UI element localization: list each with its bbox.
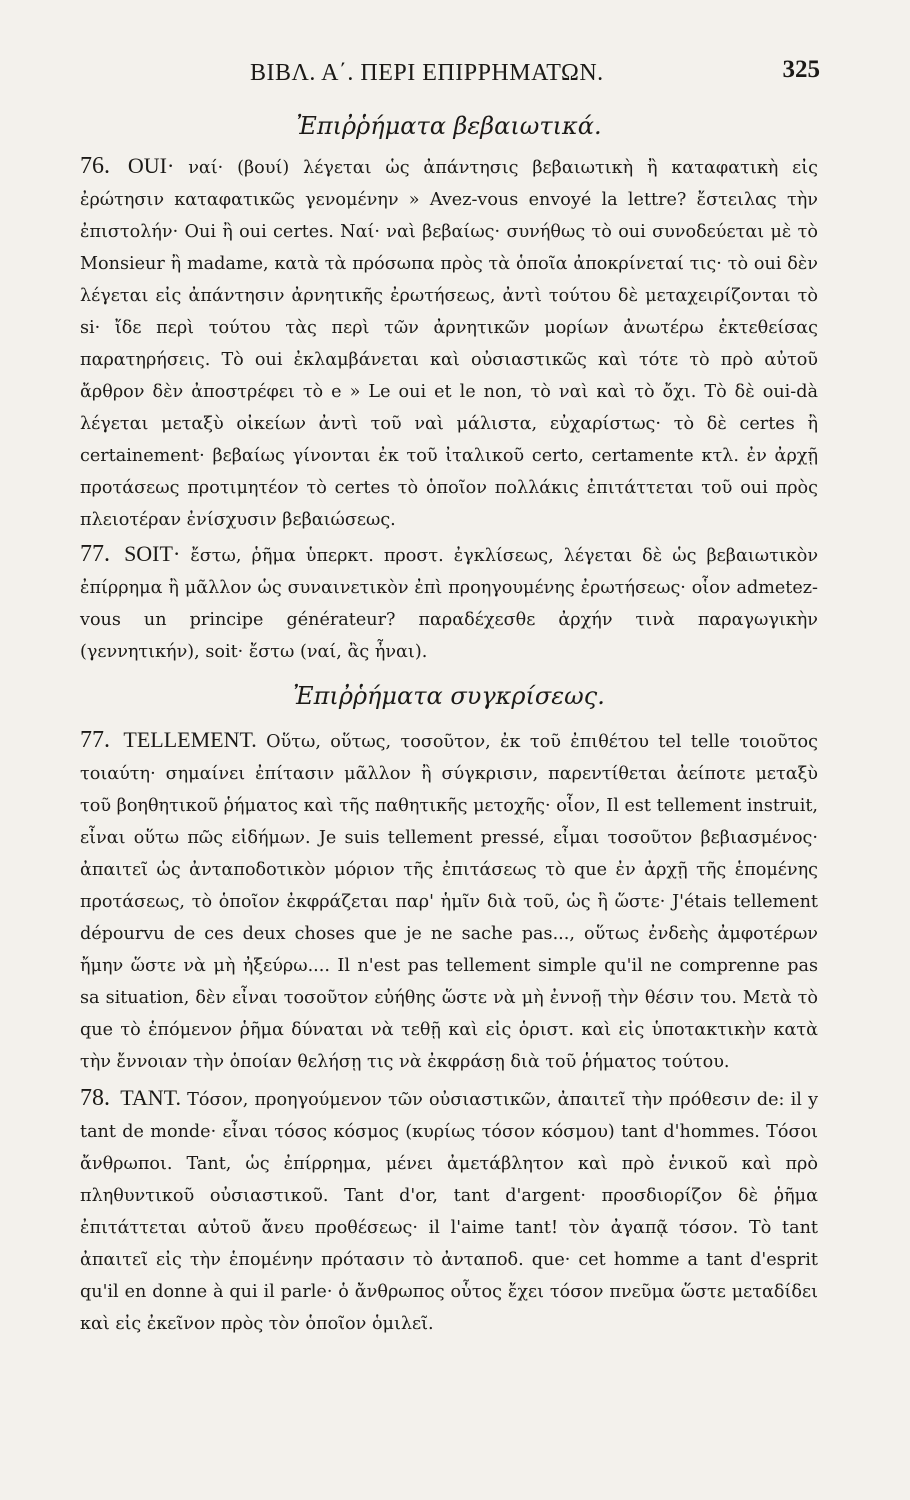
paragraph-77-soit: [80, 538, 818, 668]
paragraph-number: 78.: [80, 1085, 110, 1111]
paragraph-number: 77.: [80, 727, 110, 753]
paragraph-number: 76.: [80, 153, 110, 179]
paragraph-77-tellement: [80, 724, 818, 1078]
paragraph-76-oui: [80, 150, 818, 536]
paragraph-text: Τόσον, προηγούμενον τῶν οὐσιαστικῶν, ἀπαιτεῖ τὴν πρόθεσιν de: il y tant de monde· εἶναι τόσος κόσμος (κυρίως τόσον κόσμου) tant d'hommes. Τόσοι ἄνθρωποι. Tant, ὡς ἐπίρρημα, μένει ἀμετάβλητον καὶ πρὸ ἑνικοῦ καὶ πρὸ πληθυντικοῦ οὐσιαστικοῦ. Tant d'or, tant d'argent· προσδιορίζον δὲ ῥῆμα ἐπιτάττεται αὐτοῦ ἄνευ προθέσεως· il l'aime tant! τὸν ἀγαπᾷ τόσον. Τὸ tant ἀπαιτεῖ εἰς τὴν ἑπομένην πρότασιν τὸ ἀνταποδ. que· cet homme a tant d'esprit qu'il en donne à qui il parle· ὁ ἄνθρωπος οὗτος ἔχει τόσον πνεῦμα ὥστε μεταδίδει καὶ εἰς ἐκεῖνον πρὸς τὸν ὁποῖον ὁμιλεῖ.: [80, 1090, 819, 1334]
paragraph-number: 77.: [80, 541, 110, 567]
running-title: ΒΙΒΛ. Α΄. ΠΕΡΙ ΕΠΙΡΡΗΜΑΤΩΝ.: [250, 60, 604, 86]
page-header: [80, 52, 818, 92]
headword: TANT.: [120, 1085, 181, 1110]
paragraph-text: ἔστω, ῥῆμα ὑπερκτ. προστ. ἐγκλίσεως, λέγεται δὲ ὡς βεβαιωτικὸν ἐπίρρημα ἢ μᾶλλον ὡς συναινετικὸν ἐπὶ προηγουμένης ἐρωτήσεως· οἷον admetez-vous un principe générateur? παραδέχεσθε ἀρχήν τινὰ παραγωγικὴν (γεννητικήν), soit· ἔστω (ναί, ἂς ἦναι).: [80, 546, 819, 662]
paragraph-text: ναί· (βουί) λέγεται ὡς ἀπάντησις βεβαιωτικὴ ἢ καταφατικὴ εἰς ἐρώτησιν καταφατικῶς γενομένην » Avez-vous envoyé la lettre? ἔστειλας τὴν ἐπιστολήν· Oui ἢ oui certes. Ναί· ναὶ βεβαίως· συνήθως τὸ oui συνοδεύεται μὲ τὸ Monsieur ἢ madame, κατὰ τὰ πρόσωπα πρὸς τὰ ὁποῖα ἀποκρίνεταί τις· τὸ oui δὲν λέγεται εἰς ἀπάντησιν ἀρνητικῆς ἐρωτήσεως, ἀντὶ τούτου δὲ μεταχειρίζονται τὸ si· ἴδε περὶ τούτου τὰς περὶ τῶν ἀρνητικῶν μορίων ἀνωτέρω ἐκτεθείσας παρατηρήσεις. Τὸ oui ἐκλαμβάνεται καὶ οὐσιαστικῶς καὶ τότε τὸ πρὸ αὐτοῦ ἄρθρον δὲν ἀποστρέφει τὸ e » Le oui et le non, τὸ ναὶ καὶ τὸ ὄχι. Τὸ δὲ oui-dà λέγεται μεταξὺ οἰκείων ἀντὶ τοῦ ναὶ μάλιστα, εὐχαρίστως· τὸ δὲ certes ἢ certainement· βεβαίως γίνονται ἐκ τοῦ ἰταλικοῦ certo, certamente κτλ. ἐν ἀρχῇ προτάσεως προτιμητέον τὸ certes τὸ ὁποῖον πολλάκις ἐπιτάττεται τοῦ oui πρὸς πλειοτέραν ἐνίσχυσιν βεβαιώσεως.: [80, 158, 819, 530]
section-heading-affirmative: Ἐπιῤῥήματα βεβαιωτικά.: [296, 112, 602, 140]
page-number: 325: [782, 56, 820, 83]
headword: SOIT·: [124, 541, 181, 566]
section-heading-comparison: Ἐπιῤῥήματα συγκρίσεως.: [293, 682, 605, 710]
paragraph-text: Οὕτω, οὕτως, τοσοῦτον, ἐκ τοῦ ἐπιθέτου tel telle τοιοῦτος τοιαύτη· σημαίνει ἐπίτασιν μᾶλλον ἢ σύγκρισιν, παρεντίθεται ἀείποτε μεταξὺ τοῦ βοηθητικοῦ ῥήματος καὶ τῆς παθητικῆς μετοχῆς· οἷον, Il est tellement instruit, εἶναι οὕτω πῶς εἰδήμων. Je suis tellement pressé, εἶμαι τοσοῦτον βεβιασμένος· ἀπαιτεῖ ὡς ἀνταποδοτικὸν μόριον τῆς ἐπιτάσεως τὸ que ἐν ἀρχῇ τῆς ἑπομένης προτάσεως, τὸ ὁποῖον ἐκφράζεται παρ' ἡμῖν διὰ τοῦ, ὡς ἢ ὥστε· J'étais tellement dépourvu de ces deux choses que je ne sache pas..., οὕτως ἐνδεὴς ἀμφοτέρων ἤμην ὥστε νὰ μὴ ἠξεύρω.... Il n'est pas tellement simple qu'il ne comprenne pas sa situation, δὲν εἶναι τοσοῦτον εὐήθης ὥστε νὰ μὴ ἐννοῇ τὴν θέσιν του. Μετὰ τὸ que τὸ ἑπόμενον ῥῆμα δύναται νὰ τεθῇ καὶ εἰς ὁριστ. καὶ εἰς ὑποτακτικὴν κατὰ τὴν ἔννοιαν τὴν ὁποίαν θελήσῃ τις νὰ ἐκφράσῃ διὰ τοῦ ῥήματος τούτου.: [80, 732, 818, 1072]
paragraph-78-tant: [80, 1082, 818, 1340]
headword: OUI·: [127, 153, 175, 178]
headword: TELLEMENT.: [123, 727, 257, 752]
